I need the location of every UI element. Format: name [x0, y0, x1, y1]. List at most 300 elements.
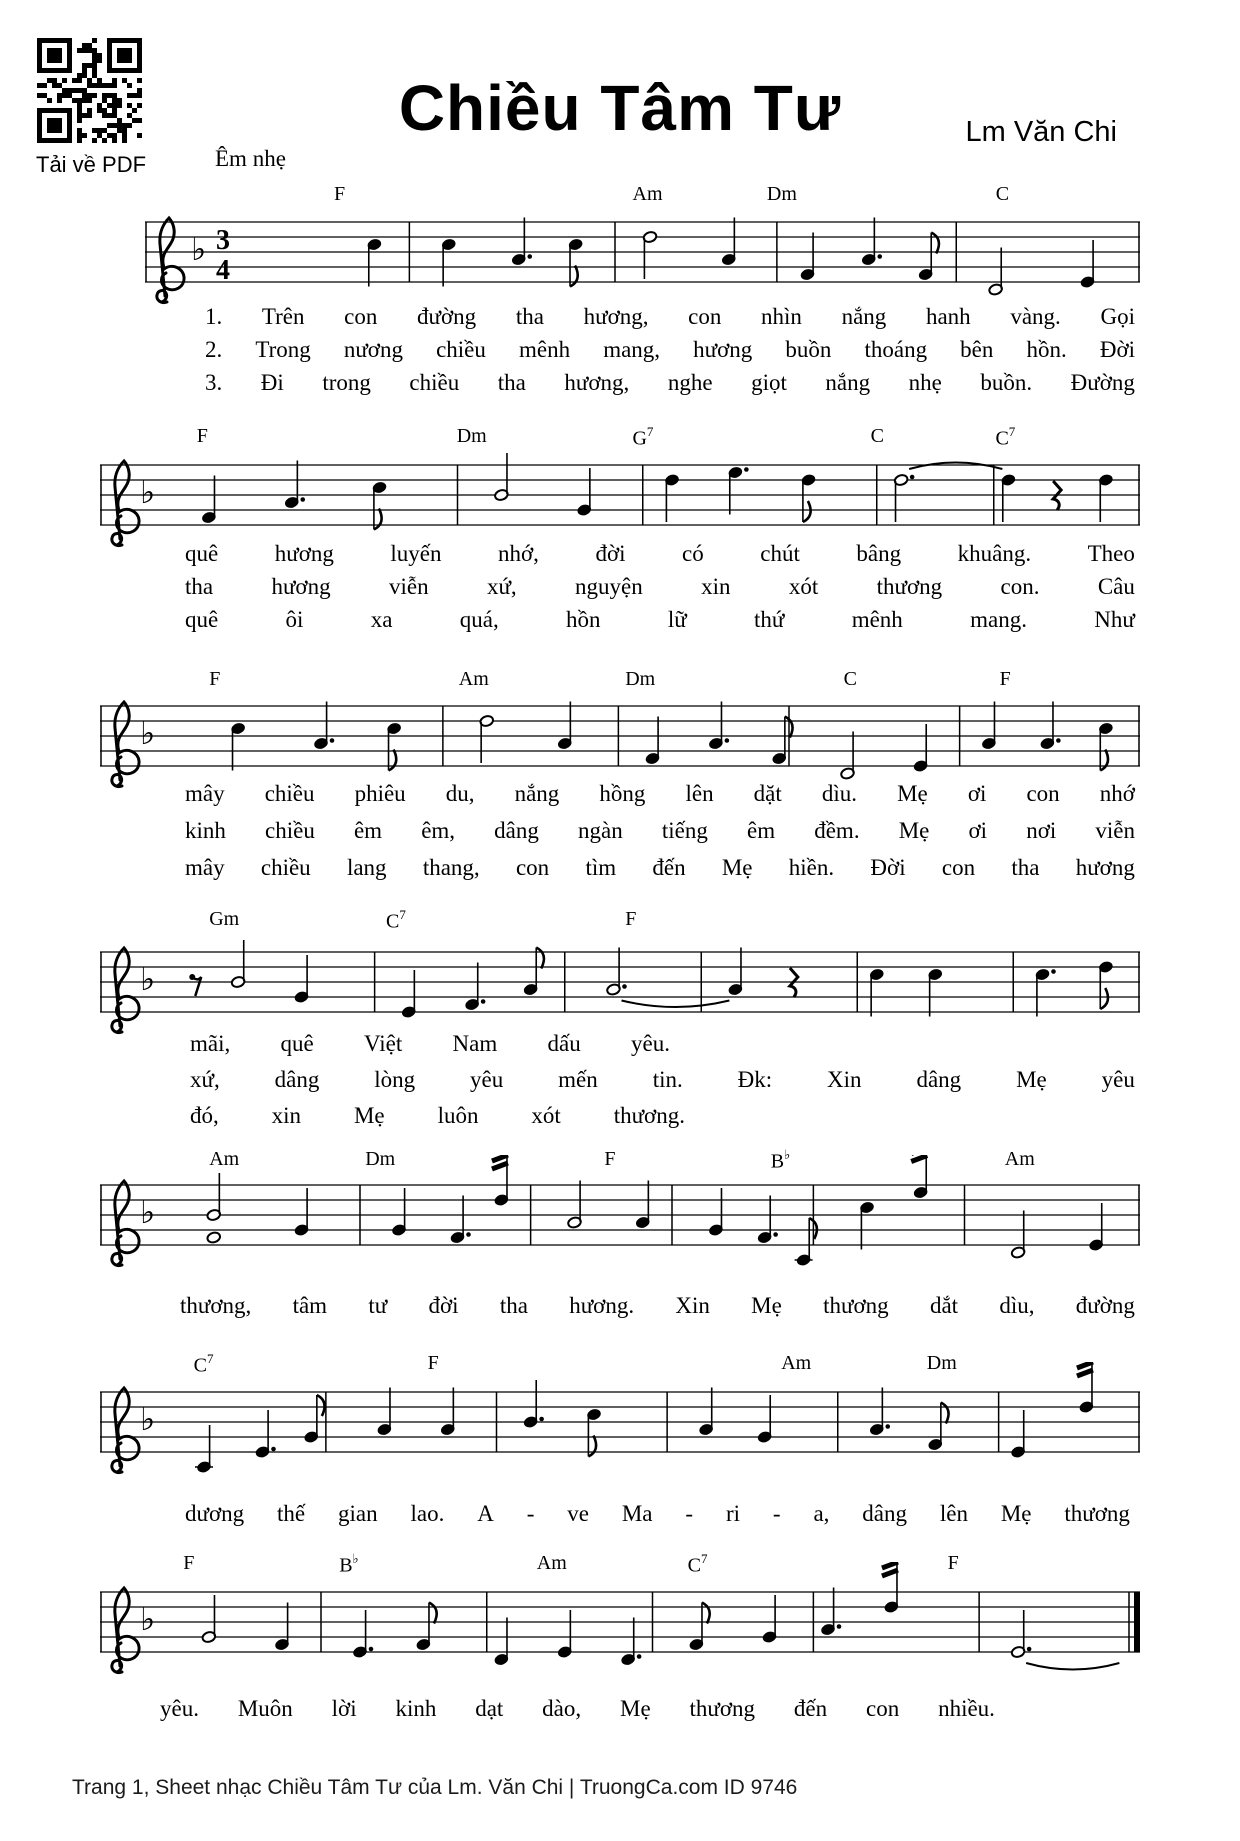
- lyric-line: [205, 369, 1135, 396]
- lyric-word: nương: [343, 337, 403, 362]
- chord-quality: 7: [206, 1351, 214, 1366]
- lyric-word: tha: [515, 304, 544, 329]
- note: [981, 702, 996, 750]
- lyric-word: chiều: [264, 781, 315, 806]
- note: [440, 1388, 455, 1436]
- lyric-word: ve: [567, 1501, 589, 1526]
- note: [367, 238, 382, 286]
- lyric-word: êm,: [421, 818, 456, 843]
- lyric-word: con: [688, 304, 722, 329]
- lyric-word: quê: [185, 541, 219, 566]
- note: [1098, 961, 1113, 1009]
- note: [255, 1410, 276, 1458]
- chord-root: Gm: [209, 908, 240, 930]
- lyric-word: mênh: [518, 337, 571, 362]
- lyric-word: lòng: [374, 1067, 416, 1092]
- note: [664, 474, 679, 522]
- flat-sign: ♭: [140, 960, 156, 998]
- lyric-word: chiều: [265, 818, 315, 843]
- lyric-word: con: [941, 855, 976, 880]
- chord-root: Am: [536, 1552, 567, 1574]
- lyric-word: mến: [558, 1067, 598, 1092]
- staff-svg: [100, 1362, 1144, 1502]
- lyric-word: dấu: [547, 1031, 581, 1056]
- note: [557, 1610, 572, 1658]
- note: [894, 474, 915, 522]
- lyric-word: con.: [1000, 574, 1040, 599]
- lyric-word: đến: [793, 1696, 828, 1721]
- note: [465, 963, 486, 1011]
- lyric-word: nhớ,: [498, 541, 539, 566]
- lyric-word: tiếng: [661, 818, 708, 843]
- lyric-word: buồn: [785, 337, 832, 362]
- lyric-word: thương.: [613, 1103, 685, 1128]
- note: [869, 968, 884, 1016]
- lyric-word: Mẹ: [353, 1103, 385, 1128]
- lyric-word: hương: [274, 541, 334, 566]
- lyric-word: dâng: [274, 1067, 320, 1092]
- lyric-word: nắng: [514, 781, 560, 806]
- note: [918, 233, 939, 281]
- lyric-word: mây: [185, 855, 225, 880]
- lyric-word: Muôn: [237, 1696, 293, 1721]
- note: [1001, 474, 1016, 522]
- lyric-word: du,: [445, 781, 475, 806]
- lyric-word: thứ: [754, 607, 785, 632]
- note: [861, 218, 882, 266]
- lyric-word: đường: [1075, 1293, 1135, 1318]
- lyric-word: đời: [428, 1293, 459, 1318]
- note: [689, 1603, 710, 1651]
- lyric-word: con: [515, 855, 550, 880]
- lyric-line: [185, 606, 1135, 633]
- chord-root: C: [843, 668, 857, 690]
- lyric-word: kinh: [185, 818, 226, 843]
- lyric-word: lao.: [410, 1501, 445, 1526]
- lyric-word: giọt: [751, 370, 787, 395]
- note: [450, 1196, 471, 1244]
- note: [904, 1155, 938, 1199]
- lyric-word: chiều: [260, 855, 311, 880]
- lyric-word: nghe: [667, 370, 713, 395]
- note: [635, 1181, 650, 1229]
- chord-root: F: [604, 1148, 616, 1170]
- note: [928, 968, 943, 1016]
- chord-root: F: [427, 1352, 439, 1374]
- lyric-word: lên: [685, 781, 714, 806]
- lyric-word: xa: [370, 607, 393, 632]
- lyric-word: mang.: [970, 607, 1027, 632]
- note: [484, 1155, 518, 1206]
- flat-sign: ♭: [140, 1193, 156, 1231]
- lyric-word: ơi: [968, 818, 988, 843]
- lyric-word: mang,: [603, 337, 661, 362]
- chord-root: G: [632, 427, 647, 450]
- chord-root: C: [386, 910, 400, 933]
- chord-root: F: [947, 1552, 959, 1574]
- lyric-word: Đường: [1070, 370, 1135, 395]
- lyric-word: viễn: [1095, 818, 1135, 843]
- chord-root: F: [999, 668, 1011, 690]
- lyric-word: ôi: [285, 607, 304, 632]
- lyric-word: a,: [813, 1501, 830, 1526]
- note: [874, 1562, 908, 1613]
- note: [294, 955, 309, 1003]
- lyric-word: bâng: [856, 541, 902, 566]
- note: [1035, 968, 1056, 1016]
- lyric-word: dào,: [542, 1696, 582, 1721]
- lyric-word: yêu: [470, 1067, 504, 1092]
- chord-root: F: [183, 1552, 195, 1574]
- lyric-word: -: [685, 1501, 694, 1526]
- lyric-word: gian: [338, 1501, 378, 1526]
- note: [757, 1196, 778, 1244]
- note: [352, 1610, 373, 1658]
- time-signature-bottom: 4: [216, 255, 230, 286]
- note: [757, 1395, 772, 1443]
- note: [304, 1395, 325, 1443]
- tie: [1026, 1663, 1119, 1670]
- note: [206, 1173, 221, 1244]
- lyric-word: đời: [595, 541, 626, 566]
- lyric-word: nhẹ: [908, 370, 942, 395]
- note: [377, 1388, 392, 1436]
- note: [494, 1618, 509, 1666]
- lyric-word: hương: [1075, 855, 1135, 880]
- lyric-word: khuâng.: [957, 541, 1032, 566]
- lyric-word: con: [1026, 781, 1060, 806]
- note: [387, 722, 402, 770]
- lyric-word: dương: [185, 1501, 245, 1526]
- lyric-word: êm: [353, 818, 383, 843]
- lyric-word: tha: [497, 370, 526, 395]
- note: [1011, 1410, 1026, 1458]
- note: [511, 218, 532, 266]
- lyric-word: con: [344, 304, 378, 329]
- note: [1098, 474, 1113, 522]
- chord-root: B: [770, 1150, 785, 1173]
- lyric-word: Mẹ: [751, 1293, 782, 1318]
- chord-root: F: [625, 908, 637, 930]
- lyric-word: xứ,: [486, 574, 517, 599]
- lyric-word: dâng: [916, 1067, 962, 1092]
- lyric-line: [190, 1066, 1135, 1093]
- treble-clef-icon: [112, 461, 139, 546]
- lyric-word: dâng: [862, 1501, 907, 1526]
- lyric-line: [185, 540, 1135, 567]
- chord-root: F: [334, 183, 346, 205]
- chord-root: C: [995, 427, 1009, 450]
- treble-clef-icon: [112, 1388, 139, 1473]
- lyric-word: Mẹ: [898, 818, 930, 843]
- lyric-word: vàng.: [1010, 304, 1061, 329]
- lyric-word: dạt: [475, 1696, 504, 1721]
- lyric-word: Gọi: [1100, 304, 1135, 329]
- flat-sign: ♭: [191, 230, 207, 268]
- lyric-word: có: [682, 541, 704, 566]
- lyric-word: Xin: [827, 1067, 862, 1092]
- lyric-word: xin: [271, 1103, 302, 1128]
- lyric-word: nhớ: [1099, 781, 1135, 806]
- lyric-word: Mẹ: [620, 1696, 651, 1721]
- lyric-line: [205, 336, 1135, 363]
- lyric-word: kinh: [395, 1696, 437, 1721]
- chord-quality: 7: [399, 907, 406, 922]
- lyric-word: Theo: [1087, 541, 1135, 566]
- lyric-word: Mẹ: [1016, 1067, 1047, 1092]
- lyric-word: hiền.: [788, 855, 835, 880]
- chord-quality: ♭: [352, 1551, 359, 1566]
- lyric-word: đó,: [190, 1103, 219, 1128]
- note: [1089, 1203, 1104, 1251]
- lyric-word: tha: [185, 574, 214, 599]
- lyric-word: tâm: [292, 1293, 328, 1318]
- chord-root: Am: [632, 183, 663, 205]
- lyric-word: 3.: [205, 370, 223, 395]
- lyric-word: 1.: [205, 304, 223, 329]
- staff-svg: [100, 1155, 1144, 1295]
- note: [416, 1603, 437, 1651]
- lyric-word: luyến: [390, 541, 442, 566]
- lyric-word: Xin: [675, 1293, 710, 1318]
- lyric-word: quê: [280, 1031, 314, 1056]
- composer: Lm Văn Chi: [965, 116, 1117, 148]
- note: [441, 238, 456, 286]
- tie: [622, 1001, 730, 1008]
- note: [800, 233, 815, 281]
- lyric-word: nhìn: [761, 304, 802, 329]
- note: [401, 970, 416, 1018]
- flat-sign: ♭: [140, 1600, 156, 1638]
- lyric-line: [205, 303, 1135, 330]
- lyric-line: [185, 1500, 1130, 1527]
- lyric-word: thương: [689, 1696, 756, 1721]
- chord-root: F: [209, 668, 221, 690]
- lyric-word: thương: [1064, 1501, 1130, 1526]
- chord-quality: 7: [646, 424, 654, 439]
- chord-root: B: [339, 1554, 353, 1577]
- note: [231, 722, 246, 770]
- lyric-word: Mẹ: [1000, 1501, 1032, 1526]
- lyric-word: hanh: [925, 304, 971, 329]
- lyric-word: nắng: [841, 304, 887, 329]
- note: [840, 732, 855, 780]
- note: [859, 1201, 874, 1249]
- lyric-line: [190, 1030, 670, 1057]
- lyric-word: êm: [746, 818, 776, 843]
- chord-root: Am: [458, 668, 489, 690]
- chord-root: Am: [1004, 1148, 1035, 1170]
- note: [195, 1425, 213, 1473]
- lyric-word: mây: [185, 781, 225, 806]
- chord-root: Am: [209, 1148, 240, 1170]
- note: [1040, 702, 1061, 750]
- lyric-word: yêu: [1101, 1067, 1135, 1092]
- flat-sign: ♭: [140, 714, 156, 752]
- note: [577, 468, 592, 516]
- lyric-word: mênh: [851, 607, 903, 632]
- note: [586, 1408, 601, 1456]
- lyric-word: nhiều.: [938, 1696, 995, 1721]
- lyric-word: tư: [368, 1293, 388, 1318]
- tie: [909, 463, 1002, 470]
- note: [869, 1388, 890, 1436]
- lyric-word: hồng: [599, 781, 646, 806]
- lyric-word: Đk:: [737, 1067, 773, 1092]
- chord-quality: 7: [1008, 424, 1016, 439]
- note: [568, 238, 583, 286]
- footer-text: Trang 1, Sheet nhạc Chiều Tâm Tư của Lm. Văn Chi | TruongCa.com ID 9746: [72, 1776, 798, 1799]
- lyric-word: nguyện: [575, 574, 643, 599]
- chord-root: C: [995, 183, 1010, 205]
- lyric-word: -: [526, 1501, 535, 1526]
- note: [274, 1603, 289, 1651]
- tempo-marking: Êm nhẹ: [215, 146, 286, 171]
- lyric-word: hồn.: [1026, 337, 1067, 362]
- chord-quality: 7: [700, 1551, 708, 1566]
- treble-clef-icon: [112, 948, 139, 1033]
- note: [294, 1188, 309, 1236]
- lyric-line: [185, 780, 1135, 807]
- treble-clef-icon: [112, 702, 139, 787]
- note: [201, 476, 216, 524]
- lyric-word: đường: [417, 304, 477, 329]
- note: [523, 1380, 544, 1428]
- lyric-word: lời: [331, 1696, 357, 1721]
- note: [201, 1595, 216, 1643]
- lyric-word: lên: [939, 1501, 968, 1526]
- lyric-word: ơi: [967, 781, 987, 806]
- lyric-word: -: [772, 1501, 781, 1526]
- lyric-word: hương,: [583, 304, 649, 329]
- lyric-word: viễn: [388, 574, 429, 599]
- lyric-word: Việt: [364, 1031, 403, 1056]
- chord-root: C: [687, 1554, 701, 1577]
- lyric-word: ri: [725, 1501, 741, 1526]
- lyric-word: thương: [876, 574, 943, 599]
- note: [708, 1188, 723, 1236]
- lyric-word: quê: [185, 607, 219, 632]
- lyric-line: [160, 1695, 995, 1722]
- lyric-word: đến: [652, 855, 686, 880]
- lyric-word: dìu,: [999, 1293, 1035, 1318]
- lyric-word: Nam: [452, 1031, 498, 1056]
- treble-clef-icon: [112, 1181, 139, 1266]
- lyric-word: xót: [531, 1103, 561, 1128]
- note: [479, 715, 494, 763]
- lyric-word: dâng: [494, 818, 539, 843]
- note: [1011, 1211, 1026, 1259]
- flat-sign: ♭: [140, 473, 156, 511]
- chord-root: F: [196, 425, 208, 447]
- chord-root: C: [870, 425, 884, 447]
- note: [645, 717, 660, 765]
- lyric-line: [180, 1292, 1135, 1319]
- lyric-word: tin.: [652, 1067, 683, 1092]
- note: [189, 974, 201, 996]
- note: [728, 466, 749, 514]
- note: [621, 1618, 642, 1666]
- lyric-word: yêu.: [631, 1031, 670, 1056]
- lyric-word: hương: [693, 337, 753, 362]
- download-pdf-label[interactable]: Tải về PDF: [36, 152, 147, 177]
- lyric-line: [185, 573, 1135, 600]
- treble-clef-icon: [112, 1588, 139, 1673]
- note: [1080, 240, 1095, 288]
- chord-root: Dm: [456, 425, 487, 447]
- lyric-word: con: [866, 1696, 900, 1721]
- lyric-word: tìm: [585, 855, 617, 880]
- lyric-word: dắt: [929, 1293, 959, 1318]
- lyric-word: xót: [788, 574, 819, 599]
- note: [284, 461, 305, 509]
- lyric-word: Mẹ: [897, 781, 928, 806]
- lyric-word: Ma: [621, 1501, 653, 1526]
- note: [642, 231, 657, 279]
- lyric-word: ngàn: [578, 818, 623, 843]
- lyric-word: trong: [322, 370, 371, 395]
- lyric-word: phiêu: [354, 781, 406, 806]
- lyric-word: buồn.: [980, 370, 1033, 395]
- note: [1098, 722, 1113, 770]
- lyric-line: [185, 817, 1135, 844]
- note: [1011, 1610, 1032, 1658]
- lyric-word: tha: [1011, 855, 1040, 880]
- lyric-word: Trong: [255, 337, 311, 362]
- note: [313, 702, 334, 750]
- chord-quality: ♭: [784, 1147, 791, 1162]
- note: [708, 702, 729, 750]
- lyric-word: thương,: [180, 1293, 252, 1318]
- lyric-word: 2.: [205, 337, 223, 362]
- note: [988, 248, 1003, 296]
- lyric-word: nơi: [1026, 818, 1057, 843]
- chord-root: Am: [781, 1352, 812, 1374]
- lyric-word: Đời: [1099, 337, 1135, 362]
- lyric-word: chút: [760, 541, 800, 566]
- lyric-word: xin: [701, 574, 731, 599]
- note: [494, 453, 509, 501]
- note: [523, 948, 544, 996]
- flat-sign: ♭: [140, 1400, 156, 1438]
- lyric-word: Đi: [260, 370, 284, 395]
- note: [913, 724, 928, 772]
- lyric-word: Mẹ: [721, 855, 753, 880]
- page-title: Chiều Tâm Tư: [398, 71, 842, 144]
- lyric-word: nắng: [825, 370, 871, 395]
- note: [391, 1188, 406, 1236]
- lyric-word: lang: [346, 855, 387, 880]
- note: [762, 1595, 777, 1643]
- lyric-word: hồn: [566, 607, 601, 632]
- note: [801, 474, 816, 522]
- chord-root: C: [193, 1354, 207, 1377]
- lyric-word: thế: [277, 1501, 306, 1526]
- note: [820, 1588, 841, 1636]
- note: [567, 1181, 582, 1229]
- lyric-word: hương,: [564, 370, 630, 395]
- lyric-word: Câu: [1097, 574, 1135, 599]
- note: [606, 948, 627, 996]
- lyric-word: yêu.: [160, 1696, 199, 1721]
- lyric-word: hương: [271, 574, 331, 599]
- lyric-word: Đời: [870, 855, 906, 880]
- treble-clef-icon: [157, 218, 184, 303]
- lyric-word: mãi,: [190, 1031, 231, 1056]
- time-signature-top: 3: [216, 225, 230, 256]
- lyric-word: thương: [823, 1293, 889, 1318]
- staff-svg: [100, 1562, 1144, 1702]
